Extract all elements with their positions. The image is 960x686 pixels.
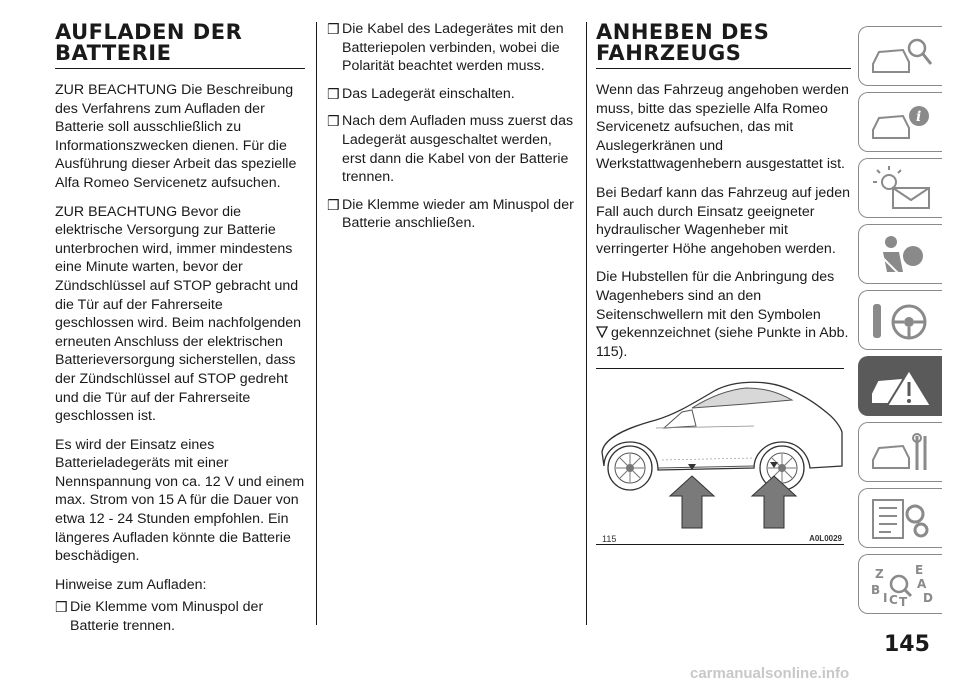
figure-code: A0L0029 (809, 534, 842, 543)
svg-text:C: C (889, 593, 898, 607)
front-wheel-icon (608, 446, 652, 490)
front-lift-arrow-icon (670, 476, 714, 528)
checkbox-bullet-icon: ❒ (327, 85, 340, 102)
svg-text:i: i (916, 109, 922, 125)
tab-starting-driving[interactable] (858, 224, 942, 284)
column-charging-steps (327, 20, 577, 242)
heading-line: BATTERIE (55, 41, 172, 65)
tab-controls[interactable] (858, 290, 942, 350)
tab-technical-data[interactable] (858, 488, 942, 548)
list-item: ❒ Das Ladegerät einschalten. (327, 85, 515, 102)
figure-number: 115 (602, 534, 617, 544)
watermark: carmanualsonline.info (690, 665, 850, 682)
svg-text:T: T (899, 595, 908, 608)
figure-car-lifting-points (596, 368, 844, 558)
paragraph: ZUR BEACHTUNG Bevor die elektrische Versorgung zur Batterie unterbrochen wird, immer mindestens eine Minute warten, bevor der Zündschlüssel auf STOP gebracht und die Tür auf der Fahrerseite geschlossen wird. Beim nachfolgenden erneuten Anschluss der elektrischen Batterieversorgung sicherstellen, dass der Zündschlüssel auf STOP gedreht und die Tür auf der Fahrerseite geschlossen ist. (55, 203, 302, 425)
checkbox-bullet-icon: ❒ (327, 196, 340, 213)
tab-warning-lights[interactable] (858, 158, 942, 218)
page-number: 145 (884, 632, 930, 657)
car-side-illustration (596, 368, 844, 534)
svg-text:D: D (923, 591, 933, 605)
checkbox-bullet-icon: ❒ (327, 113, 340, 130)
airbag-passenger-icon (869, 232, 935, 278)
heading-line: FAHRZEUGS (596, 41, 742, 65)
jack-point-triangle-icon (596, 326, 608, 338)
paragraph: Bei Bedarf kann das Fahrzeug auf jeden Fall auch durch Einsatz geeigneter hydraulischer Wagenheber mit verringerter Höhe angehoben werden. (596, 184, 850, 257)
heading-battery-charging (55, 22, 305, 69)
svg-text:I: I (883, 591, 888, 605)
paragraph: Es wird der Einsatz eines Batterieladegeräts mit einer Nennspannung von ca. 12 V und einem max. Strom von 15 A für die Dauer von etwa 12 - 24 Stunden empfohlen. Ein längeres Aufladen könnte die Batterie beschädigen. (55, 436, 305, 565)
list-item: ❒ Nach dem Aufladen muss zuerst das Ladegerät ausgeschaltet werden, erst dann die Kabel von der Batterie trennen. (327, 113, 574, 186)
svg-text:E: E (915, 563, 924, 577)
tab-safety[interactable] (858, 92, 942, 152)
tab-index[interactable] (858, 554, 942, 614)
tab-getting-to-know-car[interactable] (858, 26, 942, 86)
chapter-tabs (858, 26, 942, 620)
car-service-tools-icon (869, 430, 935, 476)
key-steering-wheel-icon (869, 298, 935, 344)
technical-data-gears-icon (869, 496, 935, 542)
car-emergency-icon (869, 364, 935, 410)
list-item: ❒ Die Klemme wieder am Minuspol der Batterie anschließen. (327, 196, 574, 232)
checkbox-bullet-icon: ❒ (327, 21, 340, 37)
svg-text:B: B (871, 583, 881, 597)
list-item: ❒ Die Klemme vom Minuspol der Batterie trennen. (55, 599, 264, 635)
alphabetical-index-icon (869, 562, 935, 608)
column-battery-charging (55, 22, 305, 645)
list-item: ❒ Die Kabel des Ladegerätes mit den Batteriepolen verbinden, wobei die Polarität beachtet werden muss. (327, 21, 564, 75)
car-search-icon (869, 34, 935, 80)
column-divider (316, 22, 317, 625)
checkbox-bullet-icon: ❒ (55, 599, 68, 616)
paragraph: Hinweise zum Aufladen: (55, 576, 207, 593)
column-divider (586, 22, 587, 625)
car-info-icon (869, 100, 935, 146)
svg-text:Z: Z (875, 567, 884, 581)
column-vehicle-lifting (596, 22, 851, 371)
paragraph: ZUR BEACHTUNG Die Beschreibung des Verfahrens zum Aufladen der Batterie soll ausschließlich zu Informationszwecken dienen. Für die Ausführung dieser Arbeit das spezielle Alfa Romeo Servicenetz aufsuchen. (55, 82, 297, 191)
paragraph: Wenn das Fahrzeug angehoben werden muss, bitte das spezielle Alfa Romeo Servicenetz aufsuchen, das mit Auslegerkränen und Werkstattwagenhebern ausgestattet ist. (596, 82, 849, 173)
warning-light-message-icon (869, 166, 935, 212)
heading-line: ANHEBEN DES (596, 20, 770, 44)
svg-text:A: A (917, 577, 927, 591)
paragraph: Die Hubstellen für die Anbringung des Wagenhebers sind an den Seitenschwellern mit den Symbolen gekennzeichnet (siehe Punkte in Abb. 115). (596, 269, 849, 360)
tab-emergency[interactable] (858, 356, 942, 416)
heading-vehicle-lifting (596, 22, 851, 69)
heading-line: AUFLADEN DER (55, 20, 243, 44)
tab-maintenance[interactable] (858, 422, 942, 482)
